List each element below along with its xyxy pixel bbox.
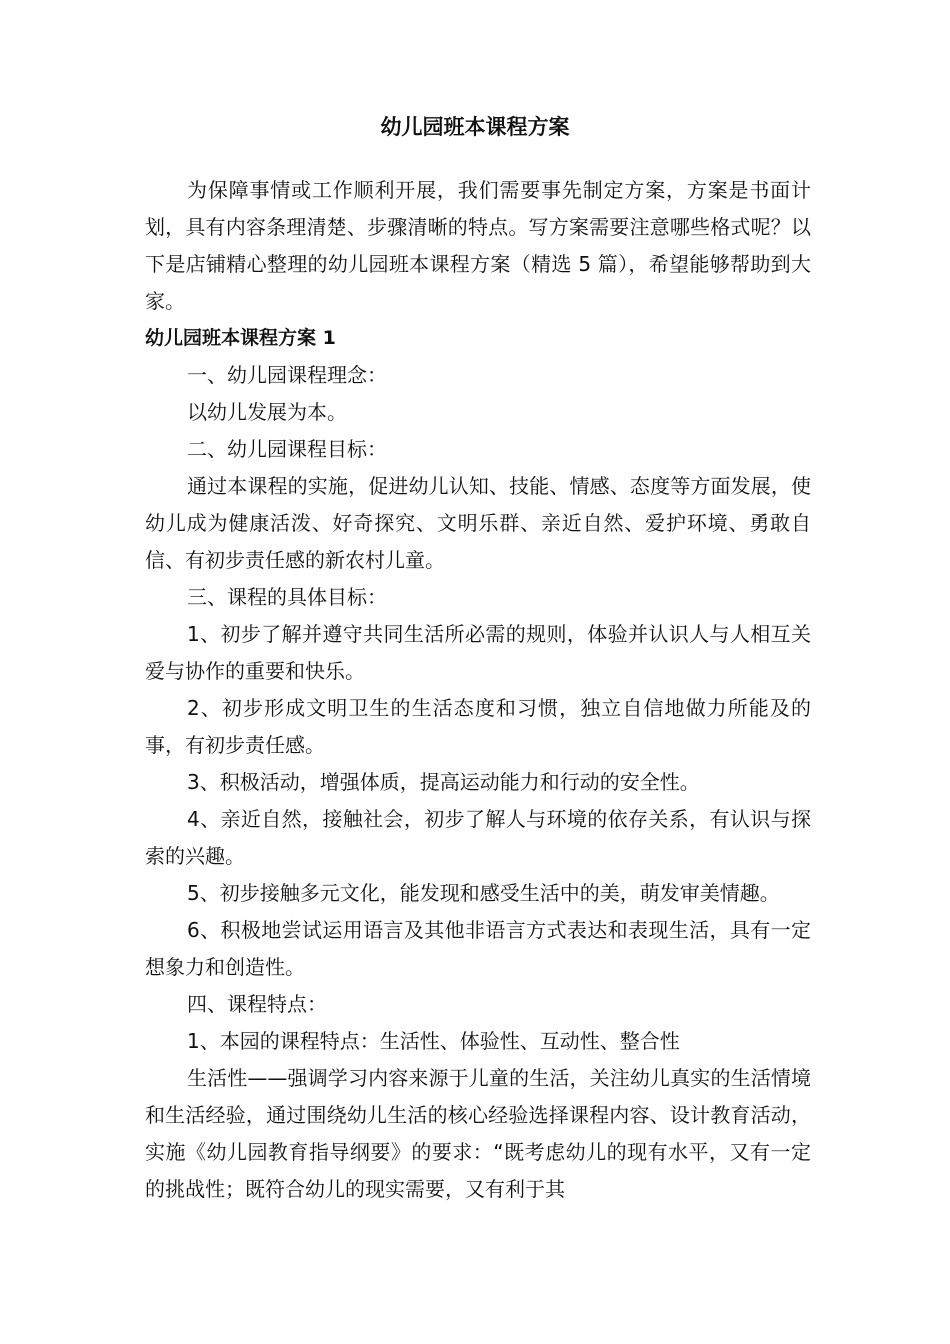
feature-item-1: 1、本园的课程特点：生活性、体验性、互动性、整合性	[187, 1029, 680, 1053]
document-title: 幼儿园班本课程方案	[380, 115, 570, 139]
goal-item-2: 2、初步形成文明卫生的生活态度和习惯，独立自信地做力所能及的事，有初步责任感。	[145, 696, 811, 757]
heading-curriculum-goals: 二、幼儿园课程目标：	[187, 437, 387, 461]
paragraph-philosophy: 以幼儿发展为本。	[187, 400, 347, 424]
document-body	[145, 172, 811, 1208]
paragraph-goals: 通过本课程的实施，促进幼儿认知、技能、情感、态度等方面发展，使幼儿成为健康活泼、好奇探究、文明乐群、亲近自然、爱护环境、勇敢自信、有初步责任感的新农村儿童。	[145, 474, 811, 572]
heading-curriculum-philosophy: 一、幼儿园课程理念：	[187, 363, 387, 387]
intro-paragraph: 为保障事情或工作顺利开展，我们需要事先制定方案，方案是书面计划，具有内容条理清楚、步骤清晰的特点。写方案需要注意哪些格式呢？以下是店铺精心整理的幼儿园班本课程方案（精选 5 篇），希望能够帮助到大家。	[145, 178, 811, 313]
goal-item-5: 5、初步接触多元文化，能发现和感受生活中的美，萌发审美情趣。	[187, 881, 780, 905]
heading-curriculum-features: 四、课程特点：	[187, 992, 327, 1016]
goal-item-4: 4、亲近自然，接触社会，初步了解人与环境的依存关系，有认识与探索的兴趣。	[145, 807, 811, 868]
goal-item-6: 6、积极地尝试运用语言及其他非语言方式表达和表现生活，具有一定想象力和创造性。	[145, 918, 811, 979]
goal-item-1: 1、初步了解并遵守共同生活所必需的规则，体验并认识人与人相互关爱与协作的重要和快乐。	[145, 622, 811, 683]
goal-item-3: 3、积极活动，增强体质，提高运动能力和行动的安全性。	[187, 770, 700, 794]
section-heading-1: 幼儿园班本课程方案 1	[145, 327, 336, 349]
paragraph-life-oriented: 生活性——强调学习内容来源于儿童的生活，关注幼儿真实的生活情境和生活经验，通过围绕幼儿生活的核心经验选择课程内容、设计教育活动，实施《幼儿园教育指导纲要》的要求：“既考虑幼儿的现有水平，又有一定的挑战性；既符合幼儿的现实需要，又有利于其	[145, 1066, 811, 1201]
heading-specific-goals: 三、课程的具体目标：	[187, 585, 387, 609]
